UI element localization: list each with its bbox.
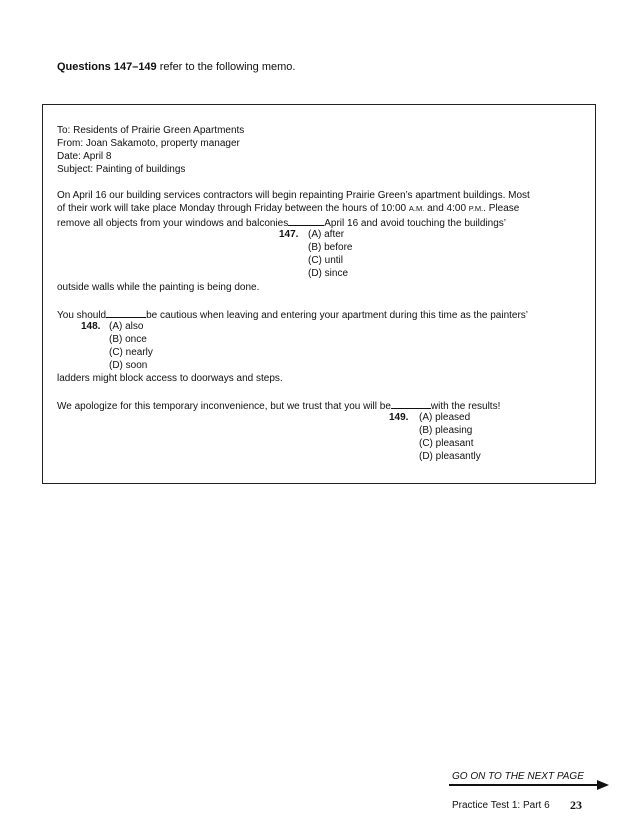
paragraph-1-line-3 (57, 216, 506, 230)
paragraph-2-line-1 (57, 308, 528, 322)
blank-148 (106, 308, 146, 318)
option-147-b: (B) before (308, 242, 353, 253)
text-segment: be cautious when leaving and entering your apartment during this time as the painters’ (146, 310, 529, 321)
memo-from: From: Joan Sakamoto, property manager (57, 138, 240, 149)
pm-label: P.M. (468, 204, 484, 213)
text-segment: You should (57, 310, 107, 321)
option-148-c: (C) nearly (109, 347, 153, 358)
question-heading (57, 61, 295, 73)
question-number-149: 149. (389, 412, 409, 423)
next-page-label: GO ON TO THE NEXT PAGE (452, 771, 584, 782)
question-range: Questions 147–149 (57, 61, 157, 73)
page-number: 23 (570, 798, 582, 812)
text-segment: remove all objects from your windows and balconies (57, 218, 289, 229)
blank-149 (391, 399, 431, 409)
paragraph-1-line-2 (57, 203, 519, 215)
paragraph-1-line-4: outside walls while the painting is being done. (57, 282, 260, 293)
option-149-b: (B) pleasing (419, 425, 473, 436)
text-segment: and 4:00 (424, 203, 469, 214)
text-segment: We apologize for this temporary inconvenience, but we trust that you will be (57, 401, 391, 412)
memo-to: To: Residents of Prairie Green Apartments (57, 125, 245, 136)
question-heading-rest: refer to the following memo. (156, 61, 296, 73)
text-segment: April 16 and avoid touching the buildings’ (324, 218, 507, 229)
question-number-147: 147. (279, 229, 299, 240)
blank-147 (288, 216, 324, 226)
option-147-c: (C) until (308, 255, 344, 266)
memo-box (42, 104, 596, 484)
question-number-148: 148. (81, 321, 101, 332)
memo-date: Date: April 8 (57, 151, 112, 162)
option-148-d: (D) soon (109, 360, 148, 371)
footer-section-label: Practice Test 1: Part 6 (452, 800, 550, 811)
text-segment: of their work will take place Monday through Friday between the hours of 10:00 (57, 203, 409, 214)
option-149-c: (C) pleasant (419, 438, 474, 449)
paragraph-3-line-1 (57, 399, 500, 413)
option-148-b: (B) once (109, 334, 147, 345)
paragraph-2-line-2: ladders might block access to doorways and steps. (57, 373, 283, 384)
option-149-d: (D) pleasantly (419, 451, 481, 462)
text-segment: with the results! (430, 401, 501, 412)
memo-subject: Subject: Painting of buildings (57, 164, 186, 175)
option-148-a: (A) also (109, 321, 144, 332)
option-147-d: (D) since (308, 268, 349, 279)
option-147-a: (A) after (308, 229, 345, 240)
option-149-a: (A) pleased (419, 412, 471, 423)
paragraph-1-line-1: On April 16 our building services contractors will begin repainting Prairie Green’s apartment buildings. Most (57, 190, 530, 201)
am-label: A.M. (408, 204, 425, 213)
right-arrow-icon (449, 779, 611, 791)
text-segment: . Please (483, 203, 520, 214)
